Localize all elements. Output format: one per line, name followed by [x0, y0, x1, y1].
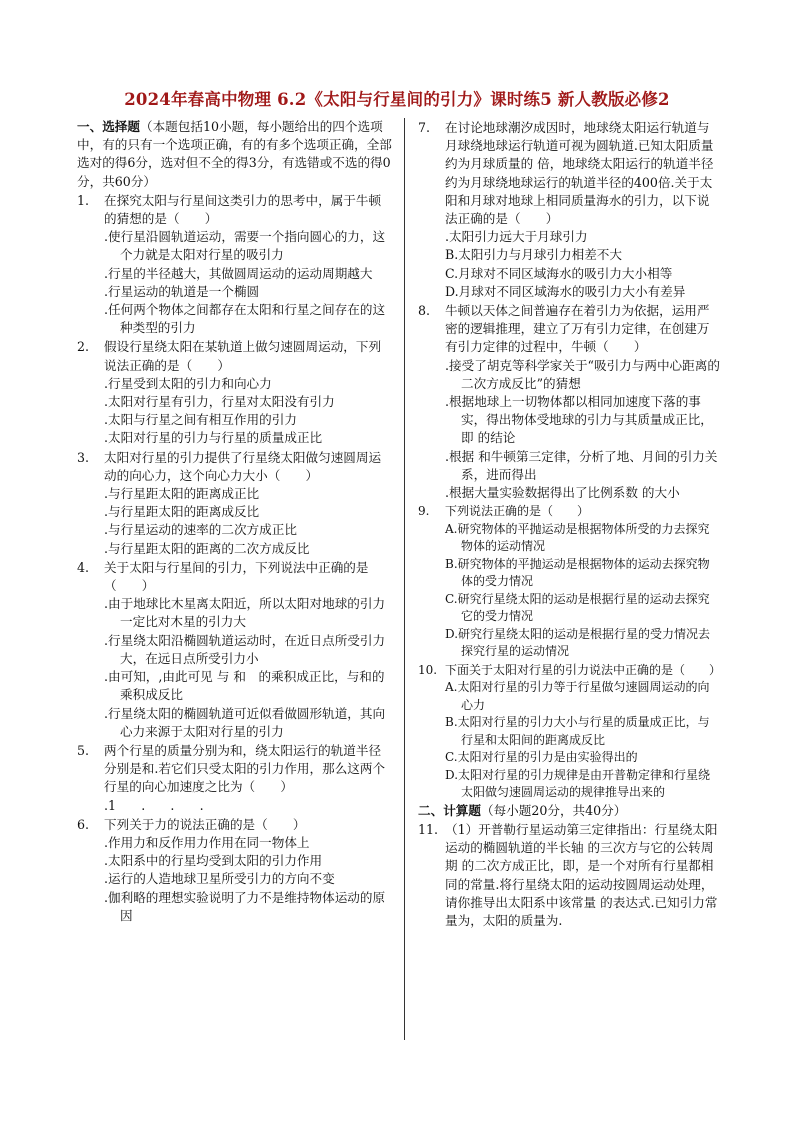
option-item: .由于地球比木星离太阳近，所以太阳对地球的引力一定比对木星的引力大 — [104, 596, 386, 630]
option-list — [445, 357, 720, 503]
question-stem: 在探究太阳与行星间这类引力的思考中，属于牛顿的猜想的是（ ） — [104, 192, 382, 227]
question-7 — [418, 119, 720, 301]
question-10 — [418, 662, 720, 802]
option-item: .运行的人造地球卫星所受引力的方向不变 — [104, 871, 335, 887]
question-stem: 下面关于太阳对行星的引力说法中正确的是（ ） — [445, 662, 722, 677]
option-list — [104, 797, 393, 815]
question-11 — [418, 821, 720, 930]
left-column — [77, 118, 393, 925]
section-1-header — [77, 118, 393, 191]
option-list — [445, 679, 720, 802]
option-item: .太阳系中的行星均受到太阳的引力作用 — [104, 853, 323, 869]
option-item: .太阳引力远大于月球引力 — [445, 229, 588, 245]
question-2 — [77, 338, 393, 447]
question-stem: 牛顿以天体之间普遍存在着引力为依据，运用严密的逻辑推理，建立了万有引力定律，在创建万有引力定律的过程中，牛顿（ ） — [445, 303, 710, 355]
question-1 — [77, 192, 393, 338]
option-item: A.研究物体的平抛运动是根据物体所受的力去探究物体的运动情况 — [445, 521, 710, 554]
question-stem: 下列说法正确的是（ ） — [445, 504, 590, 519]
question-stem: 在讨论地球潮汐成因时，地球绕太阳运行轨道与月球绕地球运行轨道可视为圆轨道.已知太阳质量约为月球质量的 倍，地球绕太阳运行的轨道半径约为月球绕地球运行的轨道半径的400倍.关于太阳和月球对地球上相同质量海水的引力，以下说法正确的是（ ） — [445, 120, 714, 227]
question-number: 9. — [418, 504, 430, 519]
option-list — [445, 228, 720, 301]
question-text: （1）开普勒行星运动第三定律指出：行星绕太阳运动的椭圆轨道的半长轴 的三次方与它的公转周期 的二次方成正比，即，是一个对所有行星都相同的常量.将行星绕太阳的运动按圆周运动处理，请你推导出太阳系中该常量 的表达式.已知引力常量为，太阳的质量为. — [445, 821, 718, 928]
option-item: .根据大量实验数据得出了比例系数 的大小 — [445, 485, 680, 501]
option-item: .行星绕太阳的椭圆轨道可近似看做圆形轨道，其向心力来源于太阳对行星的引力 — [104, 705, 386, 739]
option-item: .根据 和牛顿第三定律，分析了地、月间的引力关系，进而得出 — [445, 448, 718, 482]
option-item: C.研究行星绕太阳的运动是根据行星的运动去探究它的受力情况 — [445, 591, 710, 624]
section-2-intro: （每小题20分，共40分） — [480, 802, 627, 818]
section-2-heading: 二、计算题 — [418, 802, 481, 818]
question-stem: 关于太阳与行星间的引力，下列说法中正确的是（ ） — [104, 559, 369, 594]
question-number: 7. — [418, 120, 431, 135]
option-item: .伽利略的理想实验说明了力不是维持物体运动的原因 — [104, 889, 386, 923]
option-list — [104, 834, 393, 925]
section-2-header — [418, 802, 720, 820]
question-9 — [418, 503, 720, 661]
question-stem: 假设行星绕太阳在某轨道上做匀速圆周运动，下列说法正确的是（ ） — [104, 339, 382, 373]
option-item: .太阳对行星的引力与行星的质量成正比 — [104, 430, 323, 446]
question-number: 2. — [77, 339, 90, 355]
question-stem: 下列关于力的说法正确的是（ ） — [104, 816, 306, 832]
question-number: 4. — [77, 559, 90, 575]
option-item: B.研究物体的平抛运动是根据物体的运动去探究物体的受力情况 — [445, 556, 710, 589]
option-list — [104, 485, 393, 558]
option-item: .由可知，,由此可见 与 和 的乘积成正比，与和的乘积成反比 — [104, 669, 385, 703]
option-item: .与行星距太阳的距离成反比 — [104, 504, 260, 520]
option-item: .1 . . . — [104, 797, 204, 813]
option-item: .行星受到太阳的引力和向心力 — [104, 375, 272, 391]
option-item: .接受了胡克等科学家关于“吸引力与两中心距离的二次方成反比”的猜想 — [445, 357, 720, 391]
question-number: 3. — [77, 449, 90, 465]
option-item: .与行星距太阳的距离的二次方成反比 — [104, 540, 310, 556]
section-1-heading: 一、选择题 — [77, 119, 140, 134]
right-column — [418, 118, 720, 930]
question-stem: 两个行星的质量分别为和，绕太阳运行的轨道半径分别是和.若它们只受太阳的引力作用，那么这两个行星的向心加速度之比为（ ） — [104, 742, 386, 795]
option-item: D.研究行星绕太阳的运动是根据行星的受力情况去探究行星的运动情况 — [445, 626, 711, 659]
column-divider — [404, 118, 405, 1040]
option-item: .与行星运动的速率的二次方成正比 — [104, 522, 297, 538]
question-3 — [77, 449, 393, 558]
question-number: 10. — [418, 662, 438, 677]
question-number: 6. — [77, 816, 90, 832]
option-item: .根据地球上一切物体都以相同加速度下落的事实，得出物体受地球的引力与其质量成正比，即 的结论 — [445, 394, 713, 446]
option-item: D.月球对不同区域海水的吸引力大小有差异 — [445, 283, 686, 299]
question-number: 1. — [77, 192, 90, 208]
option-item: B.太阳对行星的引力大小与行星的质量成正比，与行星和太阳间的距离成反比 — [445, 715, 710, 747]
option-item: B.太阳引力与月球引力相差不大 — [445, 247, 622, 263]
question-stem: 太阳对行星的引力提供了行星绕太阳做匀速圆周运动的向心力，这个向心力大小（ ） — [104, 449, 382, 483]
option-item: C.月球对不同区域海水的吸引力大小相等 — [445, 265, 673, 281]
option-item: .行星运动的轨道是一个椭圆 — [104, 283, 260, 299]
option-item: C.太阳对行星的引力是由实验得出的 — [445, 750, 638, 765]
question-5 — [77, 742, 393, 815]
question-list-right — [418, 119, 720, 802]
option-list — [104, 595, 393, 741]
question-6 — [77, 816, 393, 925]
page-title: 2024年春高中物理 6.2《太阳与行星间的引力》课时练5 新人教版必修2 — [124, 90, 670, 109]
section-1-intro: （本题包括10小题，每小题给出的四个选项中，有的只有一个选项正确，有的有多个选项正确，全部选对的得6分，选对但不全的得3分，有选错或不选的得0分，共60分） — [77, 119, 392, 189]
option-item: .太阳与行星之间有相互作用的引力 — [104, 412, 297, 428]
option-item: .作用力和反作用力作用在同一物体上 — [104, 834, 310, 850]
option-item: .任何两个物体之间都存在太阳和行星之间存在的这种类型的引力 — [104, 302, 386, 336]
option-list — [445, 521, 720, 661]
question-4 — [77, 559, 393, 741]
option-item: .行星绕太阳沿椭圆轨道运动时，在近日点所受引力大，在远日点所受引力小 — [104, 632, 386, 666]
option-list — [104, 228, 393, 337]
question-list-left — [77, 192, 393, 925]
option-item: D.太阳对行星的引力规律是由开普勒定律和行星绕太阳做匀速圆周运动的规律推导出来的 — [445, 767, 711, 800]
question-number: 5. — [77, 742, 90, 758]
option-item: A.太阳对行星的引力等于行星做匀速圆周运动的向心力 — [445, 680, 710, 712]
question-number: 11. — [418, 821, 439, 837]
question-8 — [418, 302, 720, 502]
option-item: .与行星距太阳的距离成正比 — [104, 486, 260, 502]
option-item: .太阳对行星有引力，行星对太阳没有引力 — [104, 394, 335, 410]
option-item: .使行星沿圆轨道运动，需要一个指向圆心的力，这个力就是太阳对行星的吸引力 — [104, 229, 386, 263]
option-item: .行星的半径越大，其做圆周运动的运动周期越大 — [104, 265, 373, 281]
option-list — [104, 375, 393, 448]
question-number: 8. — [418, 303, 431, 319]
